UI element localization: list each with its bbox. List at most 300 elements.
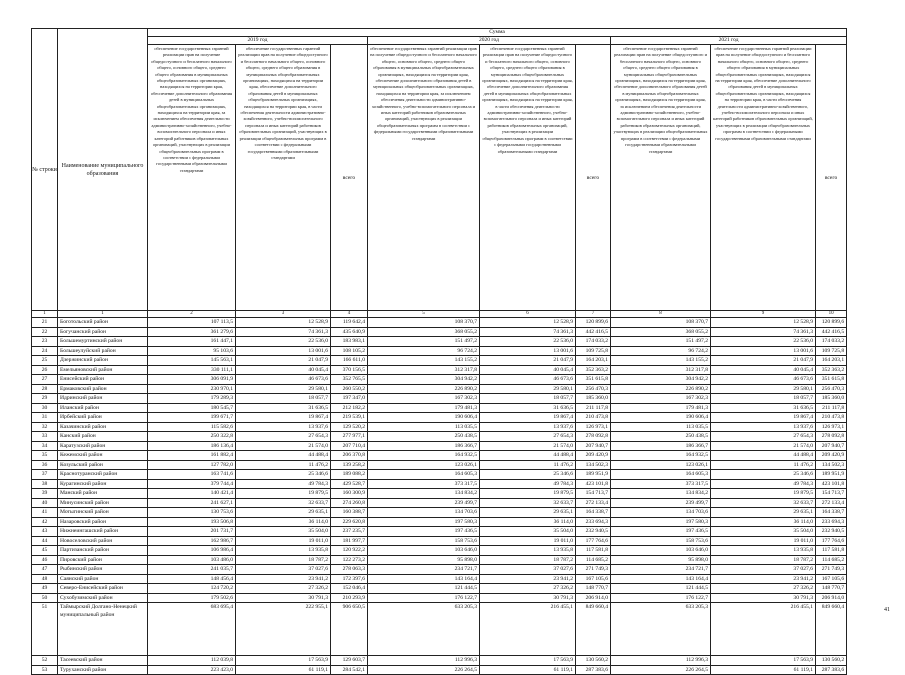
column-number: 9	[711, 311, 816, 318]
table-row	[32, 413, 847, 423]
municipality-name: Козульский район	[58, 460, 148, 470]
amount-cell: 189 088,2	[331, 470, 368, 480]
amount-cell: 117 581,8	[816, 546, 847, 556]
amount-cell: 210 293,9	[331, 593, 368, 603]
amount-cell: 108 105,2	[331, 346, 368, 356]
municipality-name: Боготольский район	[58, 318, 148, 328]
amount-cell: 201 731,7	[148, 527, 236, 537]
amount-cell: 442 416,5	[816, 327, 847, 337]
amount-cell: 154 713,7	[576, 489, 611, 499]
amount-cell: 30 791,3	[480, 593, 576, 603]
amount-cell: 29 635,1	[236, 508, 331, 518]
amount-cell: 17 563,9	[711, 656, 816, 666]
row-number: 36	[32, 460, 58, 470]
amount-cell: 134 703,6	[368, 508, 480, 518]
amount-cell: 174 033,2	[576, 337, 611, 347]
row-number: 31	[32, 413, 58, 423]
amount-cell: 287 383,6	[816, 665, 847, 675]
amount-cell: 197 580,3	[368, 517, 480, 527]
amount-cell: 123 026,1	[368, 460, 480, 470]
municipality-name: Дзержинский район	[58, 356, 148, 366]
row-number: 23	[32, 337, 58, 347]
amount-cell: 120 899,6	[576, 318, 611, 328]
row-number: 45	[32, 546, 58, 556]
amount-cell: 158 753,6	[611, 536, 711, 546]
amount-cell: 18 057,7	[711, 394, 816, 404]
amount-cell: 18 057,7	[480, 394, 576, 404]
amount-cell: 179 481,3	[368, 403, 480, 413]
amount-cell: 197 436,5	[611, 527, 711, 537]
col-header-total: всего	[331, 45, 368, 311]
amount-cell: 96 724,2	[611, 346, 711, 356]
amount-cell: 206 370,8	[331, 451, 368, 461]
amount-cell: 271 749,3	[816, 565, 847, 575]
table-row	[32, 375, 847, 385]
amount-cell: 189 951,9	[576, 470, 611, 480]
amount-cell: 19 011,0	[480, 536, 576, 546]
amount-cell: 12 528,9	[480, 318, 576, 328]
municipality-name: Богучанский район	[58, 327, 148, 337]
row-number: 50	[32, 593, 58, 603]
table-row	[32, 365, 847, 375]
amount-cell: 145 563,1	[148, 356, 236, 366]
municipality-name: Канский район	[58, 432, 148, 442]
amount-cell: 633 205,3	[611, 603, 711, 656]
amount-cell: 172 397,6	[331, 574, 368, 584]
amount-cell: 352 363,2	[816, 365, 847, 375]
amount-cell: 219 539,1	[331, 413, 368, 423]
municipality-name: Иланский район	[58, 403, 148, 413]
amount-cell: 112 039,8	[148, 656, 236, 666]
amount-cell: 186 366,7	[611, 441, 711, 451]
amount-cell: 108 370,7	[611, 318, 711, 328]
municipality-name: Емельяновский район	[58, 365, 148, 375]
row-number: 22	[32, 327, 58, 337]
amount-cell: 29 580,1	[236, 384, 331, 394]
amount-cell: 211 117,8	[576, 403, 611, 413]
amount-cell: 30 791,3	[711, 593, 816, 603]
amount-cell: 197 580,3	[611, 517, 711, 527]
amount-cell: 237 235,7	[331, 527, 368, 537]
table-row	[32, 574, 847, 584]
amount-cell: 61 119,1	[480, 665, 576, 675]
amount-cell: 189 951,9	[816, 470, 847, 480]
amount-cell: 148 456,4	[148, 574, 236, 584]
amount-cell: 40 045,4	[480, 365, 576, 375]
table-row	[32, 384, 847, 394]
amount-cell: 61 119,1	[711, 665, 816, 675]
row-number: 33	[32, 432, 58, 442]
municipality-name: Большеулуйский район	[58, 346, 148, 356]
amount-cell: 167 105,6	[816, 574, 847, 584]
amount-cell: 95 898,0	[611, 555, 711, 565]
column-number: 10	[816, 311, 847, 318]
amount-cell: 429 528,7	[331, 479, 368, 489]
amount-cell: 27 654,3	[480, 432, 576, 442]
amount-cell: 129 603,7	[331, 656, 368, 666]
amount-cell: 108 370,7	[368, 318, 480, 328]
amount-cell: 226 264,5	[611, 665, 711, 675]
table-row	[32, 498, 847, 508]
amount-cell: 232 940,5	[576, 527, 611, 537]
amount-cell: 96 724,2	[368, 346, 480, 356]
amount-cell: 11 476,2	[236, 460, 331, 470]
amount-cell: 330 111,1	[148, 365, 236, 375]
amount-cell: 35 504,0	[711, 527, 816, 537]
amount-cell: 134 834,2	[368, 489, 480, 499]
table-row	[32, 536, 847, 546]
amount-cell: 209 420,9	[816, 451, 847, 461]
table-row	[32, 451, 847, 461]
row-number: 41	[32, 508, 58, 518]
table-row	[32, 665, 847, 675]
municipality-name: Кежемский район	[58, 451, 148, 461]
amount-cell: 683 695,4	[148, 603, 236, 656]
table-row	[32, 460, 847, 470]
amount-cell: 40 045,4	[711, 365, 816, 375]
column-number: 7	[576, 311, 611, 318]
amount-cell: 134 502,3	[576, 460, 611, 470]
amount-cell: 103 646,0	[611, 546, 711, 556]
amount-cell: 44 488,4	[236, 451, 331, 461]
row-number: 25	[32, 356, 58, 366]
amount-cell: 207 940,7	[816, 441, 847, 451]
amount-cell: 31 636,5	[480, 403, 576, 413]
amount-cell: 32 633,7	[236, 498, 331, 508]
amount-cell: 278 092,8	[576, 432, 611, 442]
amount-cell: 442 416,5	[576, 327, 611, 337]
table-row	[32, 432, 847, 442]
row-number: 35	[32, 451, 58, 461]
amount-cell: 23 941,2	[711, 574, 816, 584]
amount-cell: 306 091,9	[148, 375, 236, 385]
amount-cell: 18 787,2	[711, 555, 816, 565]
amount-cell: 74 361,3	[711, 327, 816, 337]
row-number: 30	[32, 403, 58, 413]
row-number: 26	[32, 365, 58, 375]
amount-cell: 19 867,4	[480, 413, 576, 423]
row-number: 42	[32, 517, 58, 527]
amount-cell: 209 420,9	[576, 451, 611, 461]
amount-cell: 849 660,4	[816, 603, 847, 656]
amount-cell: 126 973,1	[576, 422, 611, 432]
col-header-total: всего	[576, 45, 611, 311]
municipality-name: Новоселовский район	[58, 536, 148, 546]
amount-cell: 423 101,8	[816, 479, 847, 489]
amount-cell: 112 996,3	[611, 656, 711, 666]
amount-cell: 164 338,7	[576, 508, 611, 518]
col-header-support-staff: обеспечение государственных гарантий реализации прав на получение общедоступного и бесплатного начального общего, основного общего, среднего общего образования в муниципальных общеобразовательных организациях, находящихся на территории края, обеспечение дополнительного образования детей в муниципальных общеобразовательных организациях, находящихся на территории края, в части обеспечения деятельности административно-хозяйственного, учебно-вспомогательного персонала и иных категорий работников образовательных организаций, участвующих в реализации общеобразовательных программ в соответствии с федеральными государственными образовательными стандартами	[236, 45, 331, 311]
amount-cell: 179 289,3	[148, 394, 236, 404]
amount-cell: 176 122,7	[368, 593, 480, 603]
amount-cell: 11 476,2	[711, 460, 816, 470]
amount-cell: 274 260,8	[331, 498, 368, 508]
amount-cell: 206 914,0	[816, 593, 847, 603]
amount-cell: 49 784,3	[711, 479, 816, 489]
amount-cell: 148 770,7	[576, 584, 611, 594]
row-number: 49	[32, 584, 58, 594]
amount-cell: 49 784,3	[236, 479, 331, 489]
amount-cell: 13 937,6	[236, 422, 331, 432]
amount-cell: 129 520,2	[331, 422, 368, 432]
column-number: 1	[58, 311, 148, 318]
amount-cell: 174 033,2	[816, 337, 847, 347]
amount-cell: 11 476,2	[480, 460, 576, 470]
row-number: 37	[32, 470, 58, 480]
amount-cell: 239 499,7	[368, 498, 480, 508]
amount-cell: 379 744,4	[148, 479, 236, 489]
amount-cell: 256 470,3	[576, 384, 611, 394]
amount-cell: 36 114,0	[711, 517, 816, 527]
municipality-name: Манский район	[58, 489, 148, 499]
column-number: 4	[331, 311, 368, 318]
amount-cell: 120 899,6	[816, 318, 847, 328]
column-number: 5	[368, 311, 480, 318]
amount-cell: 27 326,2	[480, 584, 576, 594]
amount-cell: 186 366,7	[368, 441, 480, 451]
amount-cell: 271 749,3	[576, 565, 611, 575]
municipality-name: Енисейский район	[58, 375, 148, 385]
amount-cell: 278 063,3	[331, 565, 368, 575]
amount-cell: 29 635,1	[711, 508, 816, 518]
table-row	[32, 555, 847, 565]
amount-cell: 207 710,4	[331, 441, 368, 451]
amount-cell: 234 721,7	[611, 565, 711, 575]
amount-cell: 27 326,2	[236, 584, 331, 594]
amount-cell: 115 582,6	[148, 422, 236, 432]
amount-cell: 160 388,7	[331, 508, 368, 518]
column-number: 6	[480, 311, 576, 318]
amount-cell: 19 011,0	[711, 536, 816, 546]
amount-cell: 160 300,9	[331, 489, 368, 499]
amount-cell: 121 444,5	[611, 584, 711, 594]
table-row	[32, 356, 847, 366]
amount-cell: 352 765,5	[331, 375, 368, 385]
table-row	[32, 508, 847, 518]
amount-cell: 185 360,0	[576, 394, 611, 404]
table-row	[32, 346, 847, 356]
amount-cell: 216 455,1	[480, 603, 576, 656]
amount-cell: 177 764,6	[576, 536, 611, 546]
table-row	[32, 327, 847, 337]
amount-cell: 179 481,3	[611, 403, 711, 413]
amount-cell: 207 940,7	[576, 441, 611, 451]
amount-cell: 373 317,5	[611, 479, 711, 489]
amount-cell: 361 279,6	[148, 327, 236, 337]
amount-cell: 22 536,0	[480, 337, 576, 347]
amount-cell: 19 879,5	[711, 489, 816, 499]
amount-cell: 368 055,2	[611, 327, 711, 337]
row-number: 27	[32, 375, 58, 385]
amount-cell: 61 119,1	[236, 665, 331, 675]
column-number: 1	[32, 311, 58, 318]
row-number: 24	[32, 346, 58, 356]
municipality-name: Большемуртинский район	[58, 337, 148, 347]
amount-cell: 233 694,3	[816, 517, 847, 527]
amount-cell: 177 764,6	[816, 536, 847, 546]
col-header-education-guarantees: обеспечение государственных гарантий реализации прав на получение общедоступного и бесплатного начального общего, основного общего, среднего общего образования в муниципальных общеобразовательных организациях, находящихся на территории края, обеспечение дополнительного образования детей в муниципальных общеобразовательных организациях, находящихся на территории края, за исключением обеспечения деятельности административно-хозяйственного, учебно-вспомогательного персонала и иных категорий работников образовательных организаций, участвующих в реализации общеобразовательных программ в соответствии с федеральными государственными образовательными стандартами	[611, 45, 711, 311]
table-row	[32, 441, 847, 451]
amount-cell: 134 502,3	[816, 460, 847, 470]
amount-cell: 19 867,4	[711, 413, 816, 423]
amount-cell: 31 636,5	[236, 403, 331, 413]
amount-cell: 162 986,7	[148, 536, 236, 546]
table-row	[32, 479, 847, 489]
amount-cell: 74 361,3	[480, 327, 576, 337]
amount-cell: 31 636,5	[711, 403, 816, 413]
amount-cell: 25 346,6	[711, 470, 816, 480]
amount-cell: 23 941,2	[236, 574, 331, 584]
amount-cell: 123 026,1	[611, 460, 711, 470]
amount-cell: 103 486,0	[148, 555, 236, 565]
municipality-name: Рыбинский район	[58, 565, 148, 575]
amount-cell: 229 620,8	[331, 517, 368, 527]
col-header-education-guarantees: обеспечение государственных гарантий реализации прав на получение общедоступного и бесплатного начального общего, основного общего, среднего общего образования в муниципальных общеобразовательных организациях, находящихся на территории края, обеспечение дополнительного образования детей в муниципальных общеобразовательных организациях, находящихся на территории края, за исключением обеспечения деятельности административно-хозяйственного, учебно-вспомогательного персонала и иных категорий работников образовательных организаций, участвующих в реализации общеобразовательных программ в соответствии с федеральными государственными образовательными стандартами	[368, 45, 480, 311]
amount-cell: 154 713,7	[816, 489, 847, 499]
column-number: 3	[236, 311, 331, 318]
col-header-total: всего	[816, 45, 847, 311]
municipality-name: Казачинский район	[58, 422, 148, 432]
year-header-2019: 2019 год	[148, 37, 368, 45]
amount-cell: 13 935,8	[236, 546, 331, 556]
table-row	[32, 584, 847, 594]
amount-cell: 124 720,2	[148, 584, 236, 594]
amount-cell: 18 787,2	[480, 555, 576, 565]
table-row	[32, 517, 847, 527]
amount-cell: 21 047,9	[236, 356, 331, 366]
table-row	[32, 403, 847, 413]
amount-cell: 17 563,9	[236, 656, 331, 666]
amount-cell: 109 725,8	[816, 346, 847, 356]
amount-cell: 163 741,6	[148, 470, 236, 480]
amount-cell: 36 114,0	[236, 517, 331, 527]
amount-cell: 13 001,6	[480, 346, 576, 356]
amount-cell: 13 001,6	[236, 346, 331, 356]
amount-cell: 179 502,6	[148, 593, 236, 603]
amount-cell: 161 447,1	[148, 337, 236, 347]
amount-cell: 234 721,7	[368, 565, 480, 575]
amount-cell: 210 473,8	[816, 413, 847, 423]
amount-cell: 287 383,6	[576, 665, 611, 675]
row-number: 39	[32, 489, 58, 499]
table-row	[32, 318, 847, 328]
amount-cell: 143 155,2	[611, 356, 711, 366]
amount-cell: 164 932,5	[611, 451, 711, 461]
amount-cell: 148 770,7	[816, 584, 847, 594]
amount-cell: 212 182,2	[331, 403, 368, 413]
municipality-name: Минусинский район	[58, 498, 148, 508]
amount-cell: 19 867,4	[236, 413, 331, 423]
amount-cell: 27 326,2	[711, 584, 816, 594]
amount-cell: 49 784,3	[480, 479, 576, 489]
amount-cell: 114 685,2	[576, 555, 611, 565]
amount-cell: 164 203,1	[576, 356, 611, 366]
municipality-name: Партизанский район	[58, 546, 148, 556]
amount-cell: 121 444,5	[368, 584, 480, 594]
amount-cell: 22 536,0	[236, 337, 331, 347]
amount-cell: 139 258,2	[331, 460, 368, 470]
municipality-name: Ермаковский район	[58, 384, 148, 394]
amount-cell: 21 574,0	[480, 441, 576, 451]
amount-cell: 143 155,2	[368, 356, 480, 366]
amount-cell: 13 001,6	[711, 346, 816, 356]
amount-cell: 370 156,5	[331, 365, 368, 375]
column-number-row	[32, 311, 847, 318]
amount-cell: 151 497,2	[368, 337, 480, 347]
amount-cell: 216 455,1	[711, 603, 816, 656]
amount-cell: 193 506,8	[148, 517, 236, 527]
amount-cell: 151 497,2	[611, 337, 711, 347]
municipality-name: Северо-Енисейский район	[58, 584, 148, 594]
amount-cell: 260 550,2	[331, 384, 368, 394]
amount-cell: 113 035,5	[611, 422, 711, 432]
col-header-support-staff: обеспечение государственных гарантий реализации прав на получение общедоступного и бесплатного начального общего, основного общего, среднего общего образования в муниципальных общеобразовательных организациях, находящихся на территории края, обеспечение дополнительного образования детей в муниципальных общеобразовательных организациях, находящихся на территории края, в части обеспечения деятельности административно-хозяйственного, учебно-вспомогательного персонала и иных категорий работников образовательных организаций, участвующих в реализации общеобразовательных программ в соответствии с федеральными государственными образовательными стандартами	[480, 45, 576, 311]
row-number: 40	[32, 498, 58, 508]
amount-cell: 232 940,5	[816, 527, 847, 537]
amount-cell: 19 011,0	[236, 536, 331, 546]
row-number: 21	[32, 318, 58, 328]
municipality-name: Идринский район	[58, 394, 148, 404]
amount-cell: 906 650,5	[331, 603, 368, 656]
amount-cell: 197 436,5	[368, 527, 480, 537]
table-row	[32, 337, 847, 347]
amount-cell: 18 057,7	[236, 394, 331, 404]
amount-cell: 233 694,3	[576, 517, 611, 527]
municipality-name: Тасеевский район	[58, 656, 148, 666]
table-row	[32, 394, 847, 404]
amount-cell: 18 787,2	[236, 555, 331, 565]
amount-cell: 12 528,9	[236, 318, 331, 328]
amount-cell: 23 941,2	[480, 574, 576, 584]
amount-cell: 17 563,9	[480, 656, 576, 666]
col-header-municipality: Наименование муниципального образования	[58, 29, 148, 311]
amount-cell: 107 113,5	[148, 318, 236, 328]
amount-cell: 312 317,8	[368, 365, 480, 375]
amount-cell: 113 035,5	[368, 422, 480, 432]
amount-cell: 21 047,9	[711, 356, 816, 366]
amount-cell: 112 996,3	[368, 656, 480, 666]
amount-cell: 250 438,5	[368, 432, 480, 442]
amount-cell: 44 488,4	[480, 451, 576, 461]
amount-cell: 143 164,4	[368, 574, 480, 584]
amount-cell: 368 055,2	[368, 327, 480, 337]
amount-cell: 140 421,4	[148, 489, 236, 499]
amount-cell: 114 685,2	[816, 555, 847, 565]
amount-cell: 226 264,5	[368, 665, 480, 675]
amount-cell: 164 605,3	[368, 470, 480, 480]
amount-cell: 226 890,2	[611, 384, 711, 394]
row-number: 52	[32, 656, 58, 666]
amount-cell: 185 360,0	[816, 394, 847, 404]
amount-cell: 152 046,4	[331, 584, 368, 594]
row-number: 53	[32, 665, 58, 675]
amount-cell: 373 317,5	[368, 479, 480, 489]
amount-cell: 19 879,5	[480, 489, 576, 499]
amount-cell: 13 937,6	[711, 422, 816, 432]
amount-cell: 22 536,0	[711, 337, 816, 347]
table-row	[32, 422, 847, 432]
amount-cell: 849 660,4	[576, 603, 611, 656]
amount-cell: 13 935,8	[711, 546, 816, 556]
amount-cell: 211 117,8	[816, 403, 847, 413]
amount-cell: 46 673,6	[236, 375, 331, 385]
amount-cell: 134 703,6	[611, 508, 711, 518]
amount-cell: 25 346,6	[236, 470, 331, 480]
municipality-name: Курагинский район	[58, 479, 148, 489]
row-number: 28	[32, 384, 58, 394]
amount-cell: 190 606,4	[368, 413, 480, 423]
municipality-name: Таймырский Долгано-Ненецкий муниципальный район	[58, 603, 148, 656]
